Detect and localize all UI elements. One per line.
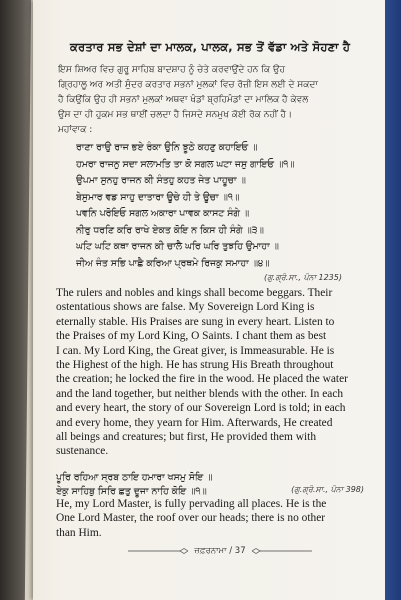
verse-reference-2: (ਗੁ.ਗ੍ਰੰ.ਸਾ., ਪੰਨਾ 398) bbox=[291, 484, 364, 494]
translation-line: than Him. bbox=[56, 526, 102, 539]
english-translation-2 bbox=[56, 497, 382, 540]
verse-line: ਰਾਣਾ ਰਾਉ ਰਾਜ ਭਏ ਰੰਕਾ ਉਨਿ ਝੂਠੇ ਕਹਣੁ ਕਹਾਇਓ ॥ bbox=[76, 142, 258, 153]
verse-line: ਉਪਮਾ ਸੁਨਹੁ ਰਾਜਨ ਕੀ ਸੰਤਹੁ ਕਹਤ ਜੇਤ ਪਾਹੂਚਾ ॥ bbox=[76, 175, 246, 186]
section-title: ਕਰਤਾਰ ਸਭ ਦੇਸ਼ਾਂ ਦਾ ਮਾਲਕ, ਪਾਲਕ, ਸਭ ਤੋਂ ਵੱਡਾ ਅਤੇ ਸੋਹਣਾ ਹੈ bbox=[70, 40, 351, 54]
verse-line: ਪੂਰਿ ਰਹਿਆ ਸ੍ਰਬ ਠਾਇ ਹਮਾਰਾ ਖਸਮੁ ਸੋਇ ॥ bbox=[56, 471, 213, 483]
translation-line: and every heart, the story of our Sovereign Lord is told; in each bbox=[56, 402, 346, 415]
verse-line: ਨੀਰੁ ਧਰਣਿ ਕਰਿ ਰਾਖੇ ਏਕਤ ਕੋਇ ਨ ਕਿਸ ਹੀ ਸੰਗੇ ॥੩॥ bbox=[76, 224, 264, 236]
verse-line: ਘਟਿ ਘਟਿ ਕਥਾ ਰਾਜਨ ਕੀ ਚਾਲੈ ਘਰਿ ਘਰਿ ਤੁਝਹਿ ਉਮਾਹਾ ॥ bbox=[76, 241, 279, 252]
verse-line: ਬੇਸੁਮਾਰ ਵਡ ਸਾਹੁ ਦਾਤਾਰਾ ਊਚੇ ਹੀ ਤੇ ਊਚਾ ॥੧॥ bbox=[76, 191, 240, 203]
translation-line: the Praises of my Lord King, O Saints. I chant them as best bbox=[56, 330, 327, 343]
intro-line: ਗ੍ਰਿਹਾਲੂ ਅਰ ਅਤੀ ਸੁੰਦਰ ਕਰਤਾਰ ਸਭਨਾਂ ਮੁਲਕਾਂ ਵਿਚ ਰੋਜ਼ੀ ਇਸ ਲਈ ਦੇ ਸਕਦਾ bbox=[58, 80, 318, 90]
verse-line: ਹਮਰਾ ਰਾਜਨੁ ਸਦਾ ਸਲਾਮਤਿ ਤਾ ਕੋ ਸਗਲ ਘਟਾ ਜਸੁ ਗਾਇਓ ॥੧॥ bbox=[76, 158, 295, 170]
page-number: ਜ਼ਫ਼ਰਨਾਮਾ / 37 bbox=[194, 546, 246, 556]
mahavak-label: ਮਹਾਂਵਾਕ : bbox=[58, 125, 93, 135]
translation-line: ostentatious shows are false. My Sovereign Lord King is bbox=[56, 301, 315, 314]
translation-line: and the land together, but neither blends with the other. In each bbox=[56, 387, 344, 400]
verse-line: ਏਕੁ ਸਾਹਿਬੁ ਸਿਰਿ ਛਤੁ ਦੂਜਾ ਨਾਹਿ ਕੋਇ ॥੧॥ bbox=[56, 485, 207, 497]
translation-line: sustenance. bbox=[56, 445, 109, 458]
translation-line: The rulers and nobles and kings shall become beggars. Their bbox=[56, 287, 333, 299]
verse-line: ਪਵਨਿ ਪਰੋਇਓ ਸਗਲ ਅਕਾਰਾ ਪਾਵਕ ਕਾਸਟ ਸੰਗੇ ॥ bbox=[76, 208, 250, 219]
verse-line: ਜੀਅ ਜੰਤ ਸਭਿ ਪਾਛੈ ਕਰਿਆ ਪ੍ਰਥਮੇ ਰਿਜਕੁ ਸਮਾਹਾ ॥੪॥ bbox=[76, 257, 270, 269]
verse-block bbox=[76, 140, 382, 272]
translation-line: the creation; he locked the fire in the wood. He placed the water bbox=[56, 373, 348, 386]
intro-line: ਇਸ ਸ਼ਿਅਰ ਵਿਚ ਗੁਰੂ ਸਾਹਿਬ ਬਾਦਸ਼ਾਹ ਨੂੰ ਚੇਤੇ ਕਰਵਾਉਂਦੇ ਹਨ ਕਿ ਉਹ bbox=[58, 65, 286, 75]
english-translation bbox=[56, 286, 382, 459]
intro-line: ਉਸ ਦਾ ਹੀ ਹੁਕਮ ਸਭ ਥਾਈਂ ਚਲਦਾ ਹੈ ਜਿਸਦੇ ਸਨਮੁਖ ਕੋਈ ਰੋਕ ਨਹੀਂ ਹੈ। bbox=[58, 110, 293, 120]
page-content bbox=[56, 40, 382, 540]
book-cover-edge bbox=[385, 0, 401, 600]
left-ornament bbox=[128, 548, 188, 554]
intro-paragraph bbox=[58, 63, 382, 138]
verse-reference: (ਗੁ.ਗ੍ਰੰ.ਸਾ., ਪੰਨਾ 1235) bbox=[263, 273, 342, 282]
right-ornament bbox=[252, 548, 312, 554]
intro-line: ਹੈ ਕਿਉਂਕਿ ਉਹ ਹੀ ਸਭਨਾਂ ਮੁਲਕਾਂ ਅਥਵਾ ਖੰਡਾਂ ਬ੍ਰਹਿਮੰਡਾਂ ਦਾ ਮਾਲਿਕ ਹੈ ਕੇਵਲ bbox=[58, 95, 309, 105]
translation-line: all beings and creatures; but first, He provided them with bbox=[56, 431, 317, 444]
page-footer bbox=[60, 546, 380, 556]
translation-line: and every home, they yearn for Him. Afterwards, He created bbox=[56, 416, 333, 429]
translation-line: One Lord Master, the roof over our heads; there is no other bbox=[56, 512, 326, 525]
translation-line: I can. My Lord King, the Great giver, is Immeasurable. He is bbox=[56, 344, 335, 357]
translation-line: the Highest of the high. He has strung His Breath throughout bbox=[56, 359, 334, 372]
translation-line: eternally stable. His Praises are sung in every heart. Listen to bbox=[56, 315, 335, 328]
translation-line: He, my Lord Master, is fully pervading all places. He is the bbox=[56, 497, 327, 510]
